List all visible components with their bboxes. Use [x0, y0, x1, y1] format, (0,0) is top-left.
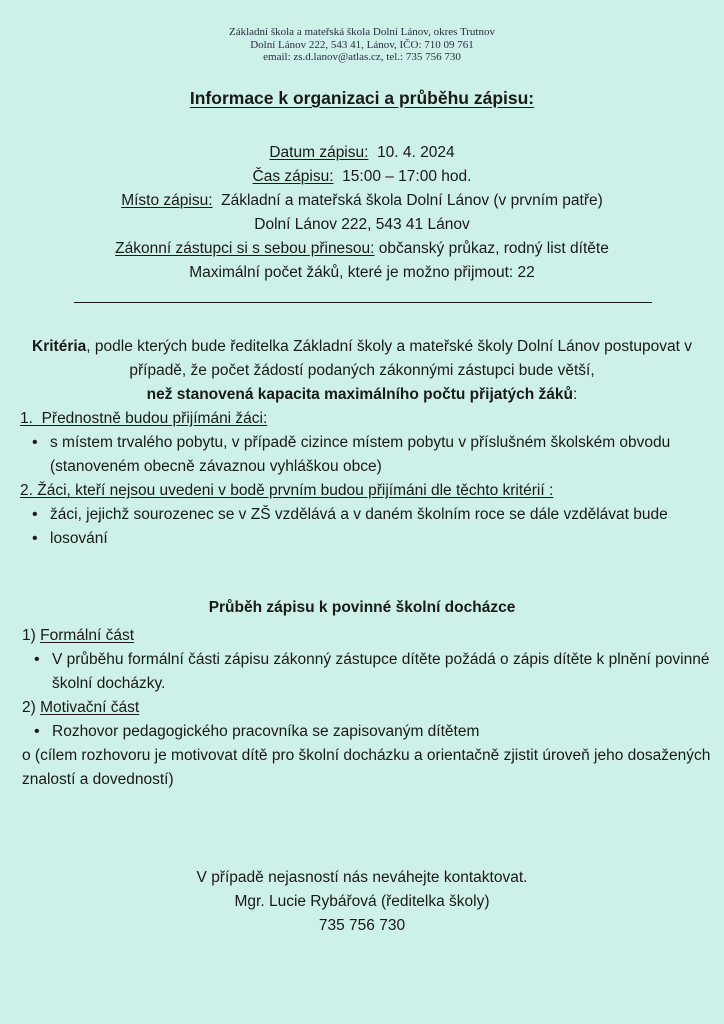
list-item	[20, 431, 710, 479]
criteria-item-2-bullet-1: žáci, jejichž sourozenec se v ZŠ vzdělává a v daném školním roce se dále vzdělávat bude	[50, 506, 668, 523]
capacity-text: Maximální počet žáků, které je možno přijmout: 22	[189, 264, 535, 281]
motiv-bullet: Rozhovor pedagogického pracovníka se zapisovaným dítětem	[52, 723, 480, 740]
date-label: Datum zápisu:	[269, 144, 369, 161]
date-row	[0, 141, 724, 165]
list-item	[20, 503, 710, 527]
criteria-item-1-label: Přednostně budou přijímáni žáci:	[41, 410, 268, 427]
footer-signature: Mgr. Lucie Rybářová (ředitelka školy)	[234, 893, 490, 910]
criteria-colon: :	[573, 386, 578, 403]
list-item	[22, 648, 712, 696]
criteria-item-2-bullet-2: losování	[50, 530, 108, 547]
place-row	[0, 189, 724, 213]
bullet-icon: •	[32, 434, 38, 451]
criteria-item-1-number: 1.	[20, 410, 33, 427]
place-address: Dolní Lánov 222, 543 41 Lánov	[254, 216, 470, 233]
time-row	[0, 165, 724, 189]
contact-footer	[0, 866, 724, 938]
bullet-icon: •	[34, 651, 40, 668]
bullet-icon: •	[32, 506, 38, 523]
place-value: Základní a mateřská škola Dolní Lánov (v prvním patře)	[221, 192, 603, 209]
divider-line	[74, 302, 652, 303]
criteria-intro-text: , podle kterých bude ředitelka Základní školy a mateřské školy Dolní Lánov postupovat v případě, že počet žádostí podaných zákonnými zástupci bude větší,	[86, 338, 692, 379]
bring-value: občanský průkaz, rodný list dítěte	[378, 240, 609, 257]
list-item	[20, 527, 710, 551]
criteria-item-2-heading: 2. Žáci, kteří nejsou uvedeni v bodě prvním budou přijímáni dle těchto kritérií :	[20, 482, 554, 499]
motiv-label: Motivační část	[40, 699, 140, 716]
enrollment-info	[0, 141, 724, 285]
place-label: Místo zápisu:	[121, 192, 213, 209]
header-contact: email: zs.d.lanov@atlas.cz, tel.: 735 756 730	[263, 51, 461, 63]
school-header	[0, 26, 724, 64]
process-title: Průběh zápisu k povinné školní docházce	[208, 599, 516, 616]
criteria-item-1-heading	[20, 407, 710, 431]
list-item	[22, 720, 712, 744]
header-address: Dolní Lánov 222, 543 41, Lánov, IČO: 710 09 761	[250, 38, 474, 51]
footer-phone: 735 756 730	[318, 917, 406, 934]
bring-label: Zákonní zástupci si s sebou přinesou:	[115, 240, 375, 257]
motiv-number: 2)	[22, 699, 36, 716]
bullet-icon: •	[32, 530, 38, 547]
criteria-intro	[14, 335, 710, 407]
formal-label: Formální část	[40, 627, 134, 644]
formal-bullet: V průběhu formální části zápisu zákonný zástupce dítěte požádá o zápis dítěte k plnění povinné školní docházky.	[52, 651, 710, 692]
time-label: Čas zápisu:	[252, 168, 334, 185]
date-value: 10. 4. 2024	[377, 144, 455, 161]
footer-line-1: V případě nejasností nás neváhejte kontaktovat.	[196, 869, 528, 886]
time-value: 15:00 – 17:00 hod.	[342, 168, 472, 185]
motiv-heading	[22, 696, 712, 720]
formal-number: 1)	[22, 627, 36, 644]
criteria-item-1-bullet: s místem trvalého pobytu, v případě cizince místem pobytu v příslušném školském obvodu (stanoveném obecně závaznou vyhláškou obce)	[50, 434, 671, 475]
bring-row	[0, 237, 724, 261]
header-school-name: Základní škola a mateřská škola Dolní Lánov, okres Trutnov	[229, 26, 495, 38]
criteria-list	[20, 407, 710, 551]
formal-heading	[22, 624, 712, 648]
bullet-icon: •	[34, 723, 40, 740]
criteria-capacity-bold: než stanovená kapacita maximálního počtu přijatých žáků	[146, 386, 574, 403]
criteria-bold: Kritéria	[32, 338, 87, 355]
process-list	[22, 624, 712, 792]
page-title: Informace k organizaci a průběhu zápisu:	[189, 88, 535, 108]
motiv-text: o (cílem rozhovoru je motivovat dítě pro školní docházku a orientačně zjistit úroveň jeho dosažených znalostí a dovedností)	[22, 747, 711, 788]
